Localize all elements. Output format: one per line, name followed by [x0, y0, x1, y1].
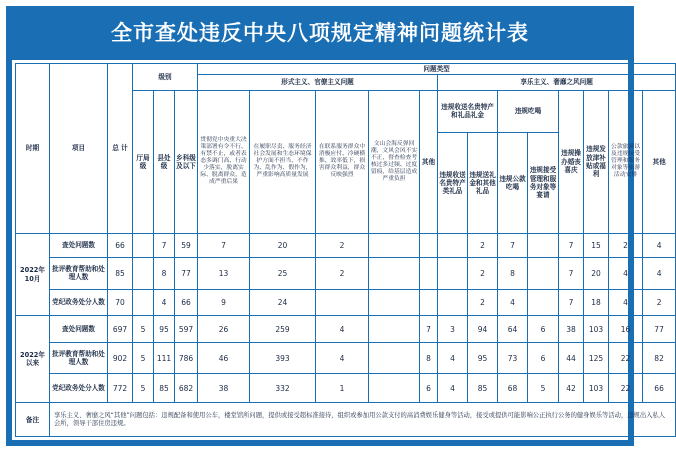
table-cell: 16 [609, 316, 643, 343]
table-cell: 2 [643, 289, 676, 316]
table-cell: 103 [584, 374, 609, 403]
table-cell: 4 [643, 233, 676, 258]
table-cell [369, 343, 420, 374]
table-cell: 95 [468, 343, 498, 374]
table-cell: 13 [198, 258, 250, 289]
row-item-label: 批评教育帮助和处理人数 [50, 343, 108, 374]
header-problem-type: 问题类型 [198, 64, 676, 75]
table-cell: 4 [498, 289, 528, 316]
header-level-col: 厅局级 [133, 90, 154, 233]
table-cell: 259 [250, 316, 316, 343]
table-cell: 7 [559, 289, 584, 316]
table-cell: 22 [609, 374, 643, 403]
table-cell: 332 [250, 374, 316, 403]
notes-label: 备注 [16, 403, 50, 437]
table-cell: 44 [559, 343, 584, 374]
table-cell: 4 [316, 316, 369, 343]
row-item-label: 党纪政务处分人数 [50, 289, 108, 316]
table-frame [6, 6, 666, 446]
table-cell: 38 [559, 316, 584, 343]
table-cell: 2 [468, 233, 498, 258]
header-level-col: 县处级 [154, 90, 175, 233]
table-cell [369, 233, 420, 258]
table-cell: 94 [468, 316, 498, 343]
table-cell: 2 [468, 289, 498, 316]
table-row [16, 343, 676, 374]
table-cell: 393 [250, 343, 316, 374]
table-cell [438, 233, 468, 258]
table-cell [133, 233, 154, 258]
table-cell: 38 [198, 374, 250, 403]
header-hedonism-col: 违规发放津补贴或福利 [584, 90, 609, 233]
header-formalism-col: 其他 [420, 90, 438, 233]
table-cell: 5 [133, 316, 154, 343]
header-level-col: 乡科级及以下 [175, 90, 198, 233]
statistics-table [15, 63, 676, 437]
table-cell: 111 [154, 343, 175, 374]
notes-text: 享乐主义、奢靡之风“其他”问题包括：违规配备和使用公车，楼堂馆所问题，提供或接受超标准接待，组织或参加用公款支付的高消费娱乐健身等活动，接受或提供可能影响公正执行公务的健身娱乐等活动，违规出入私人会所，领导干部住房违规。 [50, 403, 676, 437]
table-cell: 66 [643, 374, 676, 403]
table-cell: 46 [198, 343, 250, 374]
table-cell: 5 [528, 374, 559, 403]
table-cell [133, 258, 154, 289]
table-cell: 2 [316, 233, 369, 258]
header-hedonism-col: 公款旅游以及违规接受管理和服务对象等旅游活动安排 [609, 90, 643, 233]
table-row [16, 233, 676, 258]
table-cell: 20 [250, 233, 316, 258]
table-cell: 4 [154, 289, 175, 316]
table-cell: 6 [528, 316, 559, 343]
table-row [16, 258, 676, 289]
table-cell: 103 [584, 316, 609, 343]
table-row [16, 374, 676, 403]
header-gift-col: 违规送礼金和其他礼品 [468, 133, 498, 234]
table-cell [528, 289, 559, 316]
table-cell: 4 [316, 343, 369, 374]
header-dining-group: 违规吃喝 [498, 90, 559, 132]
table-cell: 682 [175, 374, 198, 403]
table-cell: 597 [175, 316, 198, 343]
table-cell: 77 [643, 316, 676, 343]
table-cell: 77 [175, 258, 198, 289]
table-cell: 7 [154, 233, 175, 258]
table-cell: 82 [643, 343, 676, 374]
row-item-label: 查处问题数 [50, 233, 108, 258]
header-formalism-col: 在履职尽责、服务经济社会发展和生态环境保护方面不担当、不作为、乱作为、假作为，严重影响高质量发展 [250, 90, 316, 233]
row-item-label: 批评教育帮助和处理人数 [50, 258, 108, 289]
table-cell: 7 [559, 233, 584, 258]
table-cell: 26 [198, 316, 250, 343]
table-cell: 66 [108, 233, 133, 258]
table-cell: 85 [108, 258, 133, 289]
header-gift-group: 违规收送名贵特产和礼品礼金 [438, 90, 498, 132]
header-formalism-group: 形式主义、官僚主义问题 [198, 75, 438, 91]
row-item-label: 党纪政务处分人数 [50, 374, 108, 403]
row-item-label: 查处问题数 [50, 316, 108, 343]
table-cell: 4 [609, 258, 643, 289]
table-cell: 5 [133, 343, 154, 374]
header-hedonism-col: 违规操办婚丧喜庆 [559, 90, 584, 233]
table-cell: 85 [154, 374, 175, 403]
header-period: 时期 [16, 64, 50, 234]
header-total: 总 计 [108, 64, 133, 234]
table-cell: 6 [420, 374, 438, 403]
page-title: 全市查处违反中央八项规定精神问题统计表 [111, 21, 529, 45]
table-cell: 2 [316, 258, 369, 289]
table-cell [420, 258, 438, 289]
table-cell: 8 [498, 258, 528, 289]
table-cell: 73 [498, 343, 528, 374]
table-cell: 18 [584, 289, 609, 316]
table-cell: 24 [250, 289, 316, 316]
table-cell [420, 289, 438, 316]
table-row [16, 289, 676, 316]
header-formalism-col: 贯彻党中央重大决策部署有令不行、有禁不止，或者表态多调门高、行动少落实，脱离实际、脱离群众，造成严重后果 [198, 90, 250, 233]
table-cell: 7 [559, 258, 584, 289]
table-cell: 8 [154, 258, 175, 289]
header-dining-col: 违规公款吃喝 [498, 133, 528, 234]
table-cell: 4 [643, 258, 676, 289]
table-cell: 4 [438, 343, 468, 374]
table-cell [528, 258, 559, 289]
table-cell: 5 [133, 374, 154, 403]
table-cell: 25 [250, 258, 316, 289]
header-formalism-col: 在联系服务群众中消极应付、冷硬横推、效率低下，损害群众利益，群众反映强烈 [316, 90, 369, 233]
table-cell: 6 [528, 343, 559, 374]
table-cell: 786 [175, 343, 198, 374]
table-cell: 7 [420, 316, 438, 343]
table-cell: 68 [498, 374, 528, 403]
table-cell: 42 [559, 374, 584, 403]
table-cell: 2 [468, 258, 498, 289]
table-cell: 4 [438, 374, 468, 403]
table-cell: 2 [609, 233, 643, 258]
table-cell [369, 316, 420, 343]
table-cell: 697 [108, 316, 133, 343]
header-item: 项目 [50, 64, 108, 234]
table-cell: 15 [584, 233, 609, 258]
table-cell: 772 [108, 374, 133, 403]
table-cell: 95 [154, 316, 175, 343]
table-panel [12, 60, 666, 440]
table-cell [438, 258, 468, 289]
table-cell: 125 [584, 343, 609, 374]
period-label: 2022年以来 [16, 316, 50, 403]
table-cell [369, 289, 420, 316]
header-formalism-col: 文山会海反弹回潮，文风会风不实不正，督查检查考核过多过频、过度留痕，给基层造成严重负担 [369, 90, 420, 233]
table-cell [369, 258, 420, 289]
table-cell: 64 [498, 316, 528, 343]
table-cell: 7 [198, 233, 250, 258]
table-cell [316, 289, 369, 316]
table-cell: 902 [108, 343, 133, 374]
table-cell: 9 [198, 289, 250, 316]
table-cell [369, 374, 420, 403]
header-hedonism-group: 享乐主义、奢靡之风问题 [438, 75, 676, 91]
table-cell [438, 289, 468, 316]
header-dining-col: 违规接受管理和服务对象等宴请 [528, 133, 559, 234]
period-label: 2022年10月 [16, 233, 50, 316]
table-cell: 1 [316, 374, 369, 403]
table-cell: 20 [584, 258, 609, 289]
table-cell: 4 [609, 289, 643, 316]
table-cell: 22 [609, 343, 643, 374]
header-level: 级别 [133, 64, 198, 91]
table-cell: 3 [438, 316, 468, 343]
header-gift-col: 违规收送名贵特产类礼品 [438, 133, 468, 234]
table-cell: 70 [108, 289, 133, 316]
table-cell [528, 233, 559, 258]
table-cell [420, 233, 438, 258]
table-cell [133, 289, 154, 316]
table-cell: 7 [498, 233, 528, 258]
table-cell: 85 [468, 374, 498, 403]
table-cell: 59 [175, 233, 198, 258]
table-cell: 66 [175, 289, 198, 316]
table-cell: 8 [420, 343, 438, 374]
header-hedonism-col: 其他 [643, 90, 676, 233]
table-row [16, 316, 676, 343]
